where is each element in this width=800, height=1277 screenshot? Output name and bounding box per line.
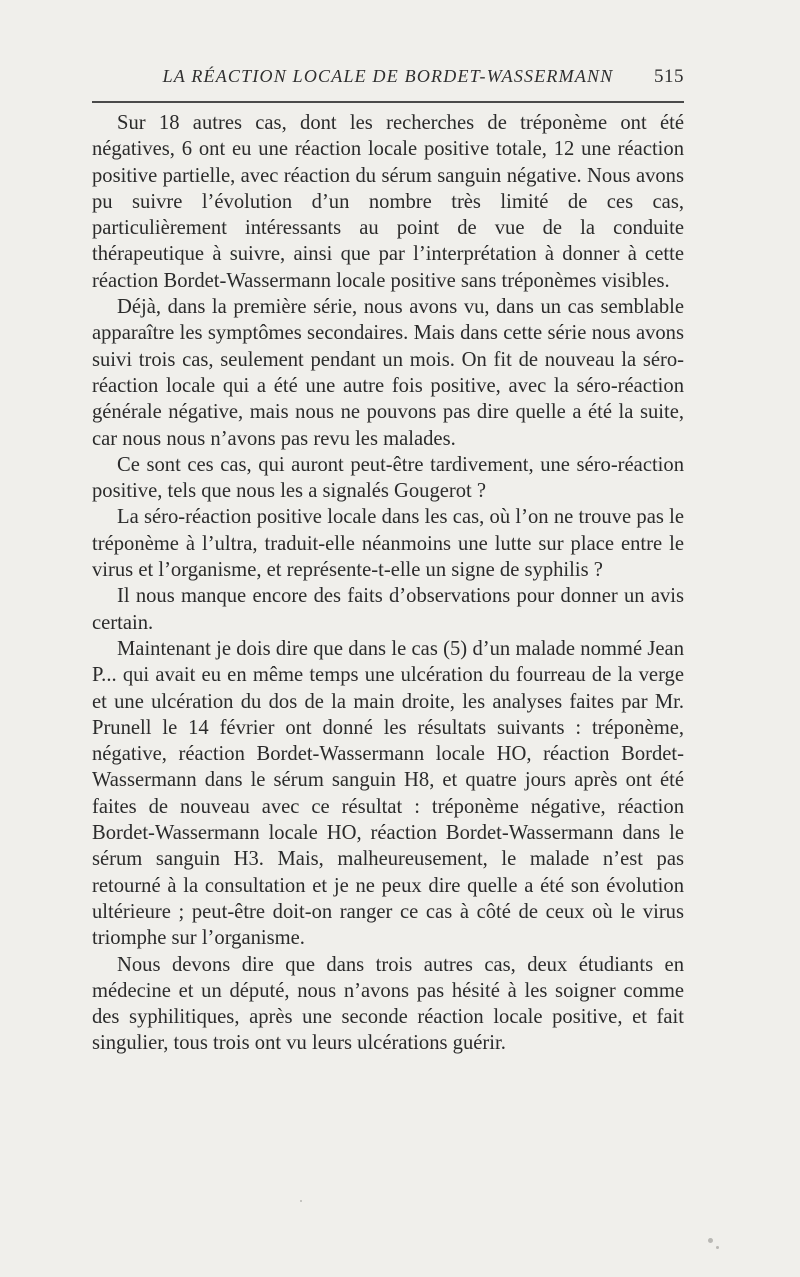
running-title: LA RÉACTION LOCALE DE BORDET-WASSERMANN: [162, 66, 614, 86]
header-rule: [92, 101, 684, 103]
paper-speck: [300, 1200, 302, 1202]
paragraph: Nous devons dire que dans trois autres cas, deux étudiants en médecine et un député, nous n’avons pas hésité à les soigner comme des syphilitiques, après une seconde réaction locale positive, et fait singulier, tous trois ont vu leurs ulcérations guérir.: [92, 953, 684, 1055]
paragraph: Déjà, dans la première série, nous avons vu, dans un cas semblable apparaître les symptômes secondaires. Mais dans cette série nous avons suivi trois cas, seulement pendant un mois. On fit de nouveau la séro-réaction locale qui a été une autre fois positive, avec la séro-réaction générale négative, mais nous ne pouvons pas dire quelle a été la suite, car nous nous n’avons pas revu les malades.: [92, 296, 684, 450]
page-number: 515: [654, 66, 684, 87]
paragraph: Il nous manque encore des faits d’observations pour donner un avis certain.: [92, 585, 684, 634]
paper-speck: [708, 1238, 713, 1243]
running-head: [92, 66, 684, 92]
paragraph: Ce sont ces cas, qui auront peut-être tardivement, une séro-réaction positive, tels que nous les a signalés Gougerot ?: [92, 453, 684, 503]
paragraph: Maintenant je dois dire que dans le cas (5) d’un malade nommé Jean P... qui avait eu en même temps une ulcération du fourreau de la verge et une ulcération du dos de la main droite, les analyses faites par Mr. Prunell le 14 février ont donné les résultats suivants : tréponème, négative, réaction Bordet-Wassermann locale HO, réaction Bordet-Wassermann dans le sérum sanguin H8, et quatre jours après ont été faites de nouveau avec ce résultat : tréponème négative, réaction Bordet-Wassermann locale HO, réaction Bordet-Wassermann dans le sérum sanguin H3. Mais, malheureusement, le malade n’est pas retourné à la consultation et je ne peux dire quelle a été son évolution ultérieure ; peut-être doit-on ranger ce cas à côté de ceux où le virus triomphe sur l’organisme.: [92, 637, 684, 950]
paragraph: Sur 18 autres cas, dont les recherches de tréponème ont été négatives, 6 ont eu une réaction locale positive totale, 12 une réaction positive partielle, avec réaction du sérum sanguin négative. Nous avons pu suivre l’évolution d’un nombre très limité de ces cas, particulièrement intéressants au point de vue de la conduite thérapeutique à suivre, ainsi que par l’interprétation à donner à cette réaction Bordet-Wassermann locale positive sans tréponèmes visibles.: [92, 112, 684, 292]
paragraph: La séro-réaction positive locale dans les cas, où l’on ne trouve pas le tréponème à l’ultra, traduit-elle néanmoins une lutte sur place entre le virus et l’organisme, et représente-t-elle un signe de syphilis ?: [92, 506, 684, 582]
body-text: [92, 110, 684, 1057]
paper-speck: [716, 1246, 719, 1249]
